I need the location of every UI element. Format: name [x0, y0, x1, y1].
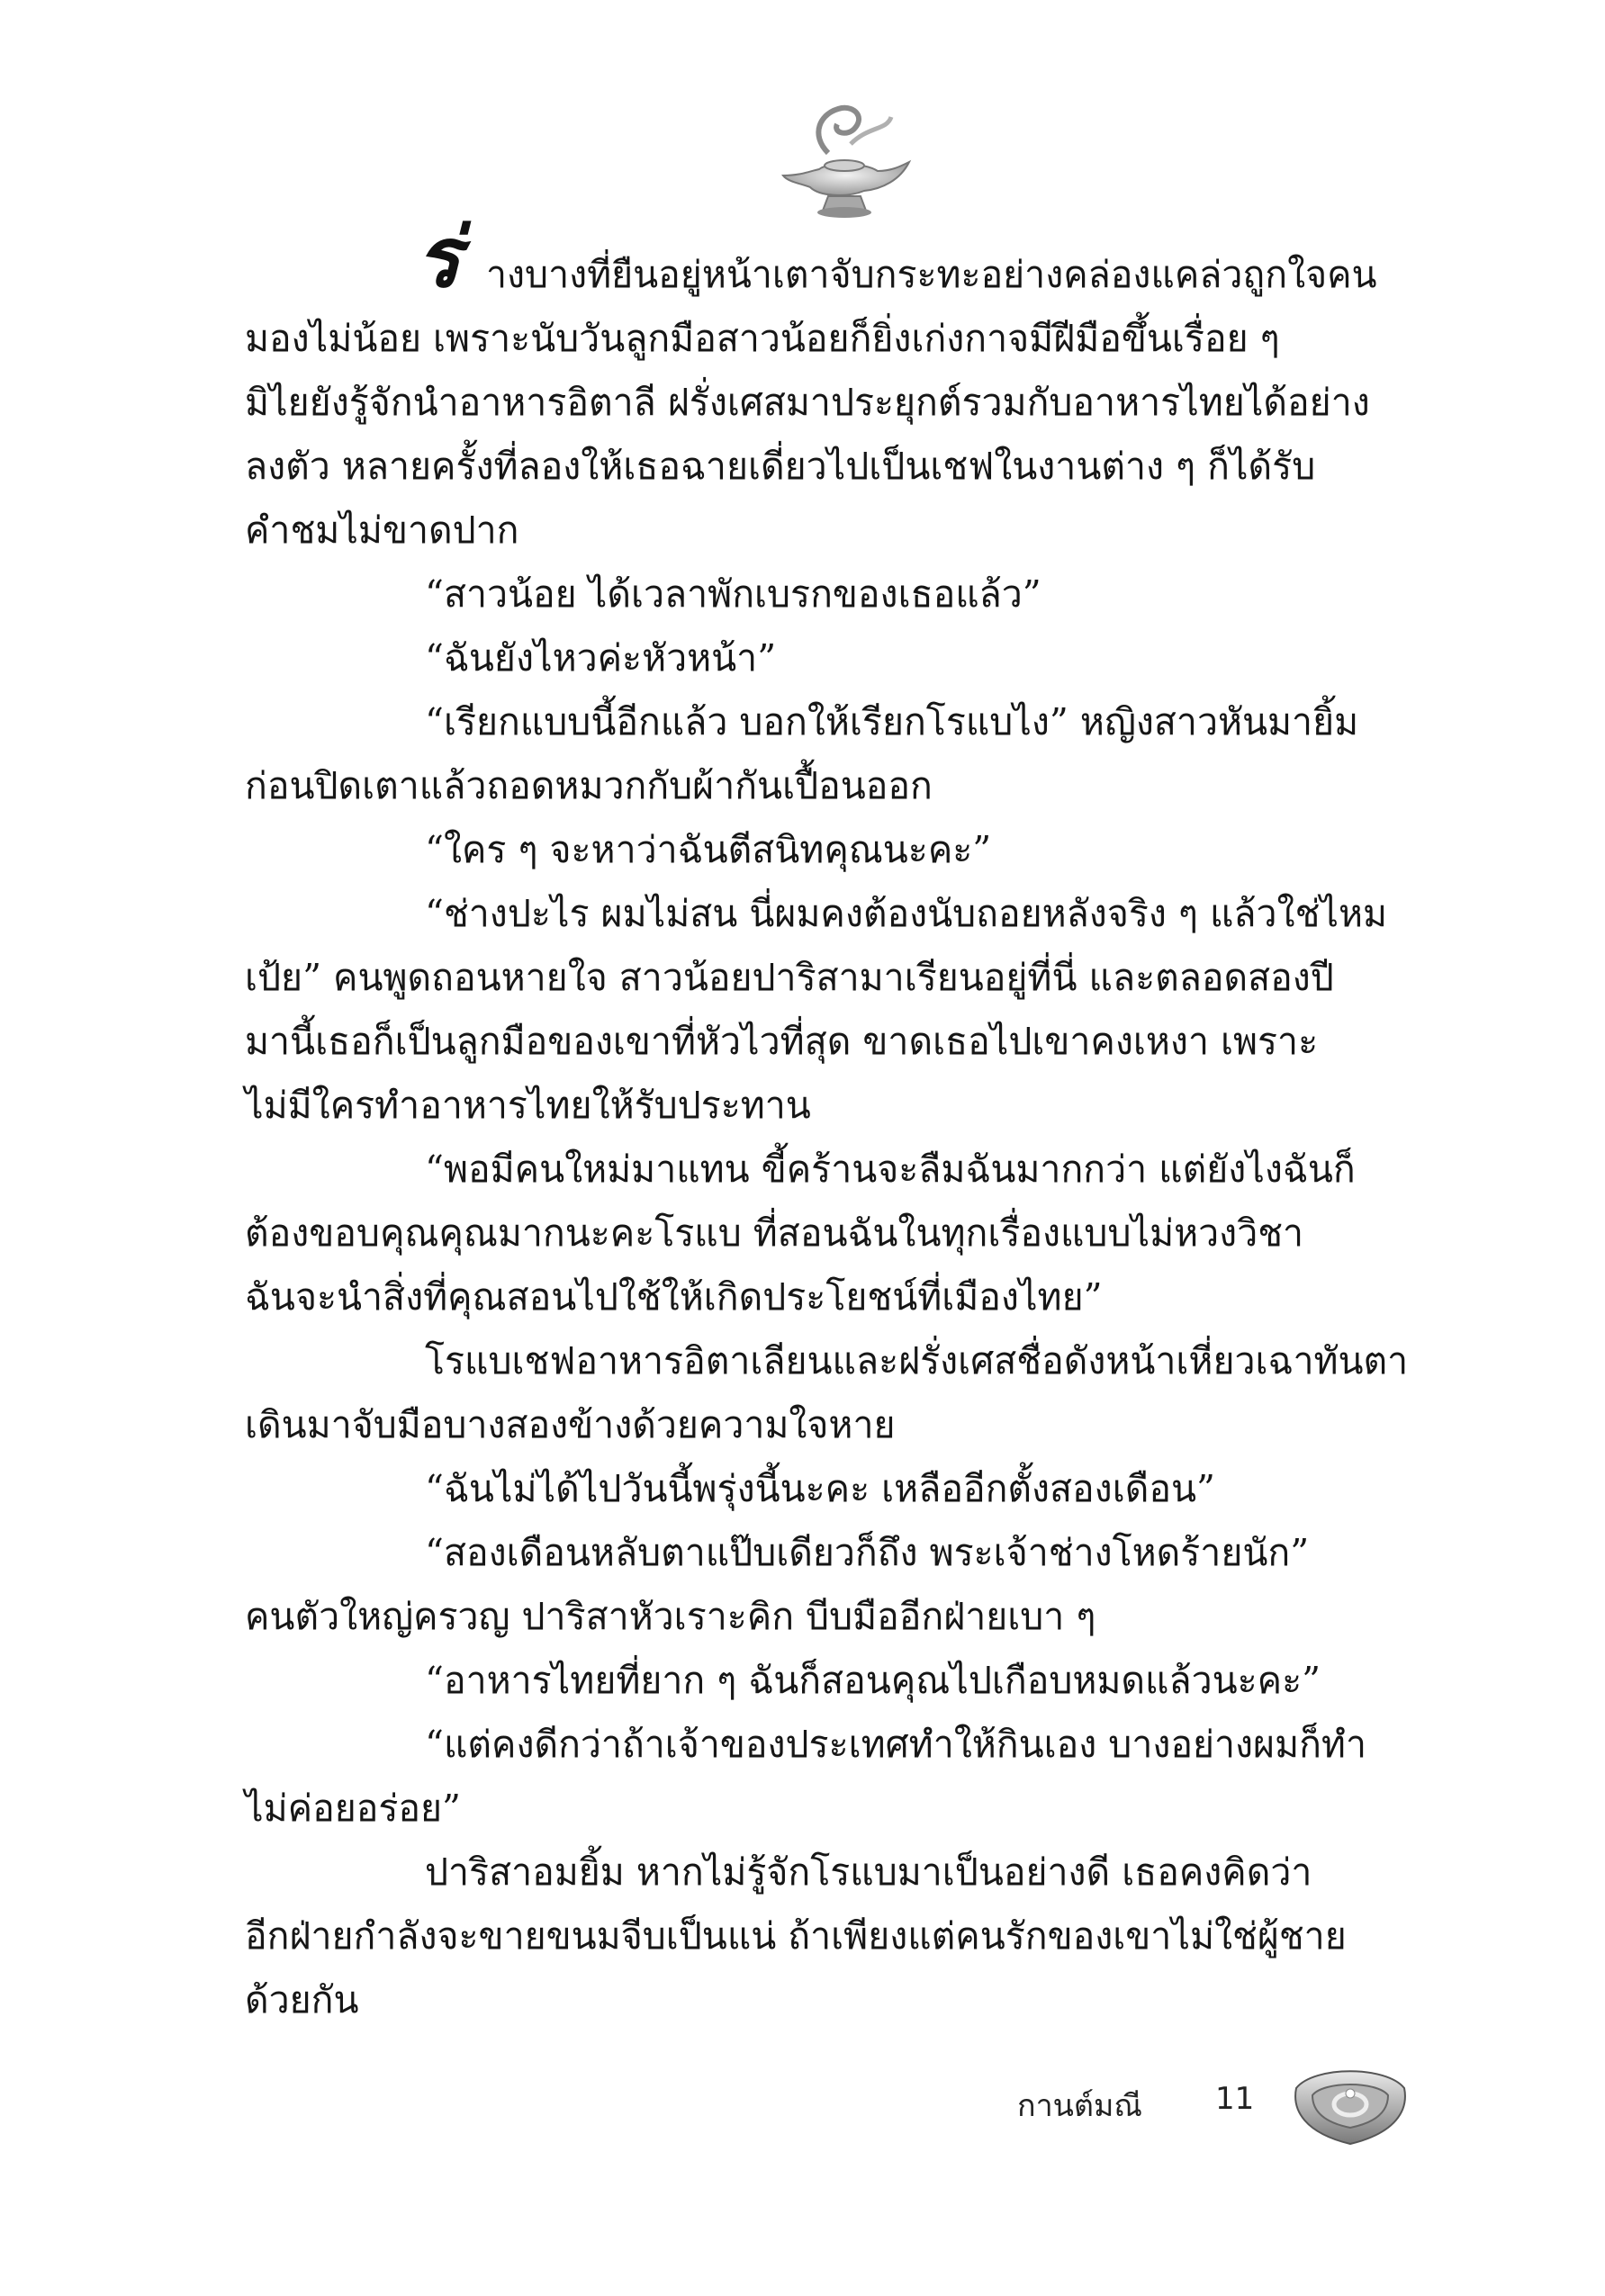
text-line: คนตัวใหญ่ครวญ ปาริสาหัวเราะคิก บีบมืออีกฝ่ายเบา ๆ — [245, 1595, 1096, 1638]
text-line: “แต่คงดีกว่าถ้าเจ้าของประเทศทำให้กินเอง บางอย่างผมก็ทำ — [425, 1723, 1366, 1766]
text-line: “เรียกแบบนี้อีกแล้ว บอกให้เรียกโรแบไง” หญิงสาวหันมายิ้ม — [425, 700, 1359, 743]
text-line: “ฉันยังไหวค่ะหัวหน้า” — [425, 636, 777, 680]
text-line: ก่อนปิดเตาแล้วถอดหมวกกับผ้ากันเปื้อนออก — [245, 764, 933, 807]
drop-cap: ร่ — [416, 209, 461, 306]
text-line: เป้ย” คนพูดถอนหายใจ สาวน้อยปาริสามาเรียนอยู่ที่นี่ และตลอดสองปี — [245, 956, 1334, 999]
teapot-lamp-icon — [765, 90, 918, 234]
text-line: คำชมไม่ขาดปาก — [245, 509, 519, 552]
text-line: “ใคร ๆ จะหาว่าฉันตีสนิทคุณนะคะ” — [425, 828, 992, 871]
text-line: มิไยยังรู้จักนำอาหารอิตาลี ฝรั่งเศสมาประยุกต์รวมกับอาหารไทยได้อย่าง — [245, 381, 1370, 424]
text-line: “สาวน้อย ได้เวลาพักเบรกของเธอแล้ว” — [425, 572, 1041, 616]
text-line: ไม่ค่อยอร่อย” — [245, 1787, 461, 1830]
text-line: ลงตัว หลายครั้งที่ลองให้เธอฉายเดี่ยวไปเป็นเชฟในงานต่าง ๆ ก็ได้รับ — [245, 445, 1316, 488]
text-line: “สองเดือนหลับตาแป๊บเดียวก็ถึง พระเจ้าช่างโหดร้ายนัก” — [425, 1531, 1310, 1574]
ring-box-icon — [1287, 2061, 1413, 2151]
page-number: 11 — [1215, 2081, 1255, 2117]
text-line: ต้องขอบคุณคุณมากนะคะโรแบ ที่สอนฉันในทุกเรื่องแบบไม่หวงวิชา — [245, 1211, 1304, 1255]
text-line: มานี้เธอก็เป็นลูกมือของเขาที่หัวไวที่สุด ขาดเธอไปเขาคงเหงา เพราะ — [245, 1020, 1319, 1063]
text-line: ฉันจะนำสิ่งที่คุณสอนไปใช้ให้เกิดประโยชน์ที่เมืองไทย” — [245, 1275, 1103, 1319]
text-line: “ฉันไม่ได้ไปวันนี้พรุ่งนี้นะคะ เหลืออีกตั้งสองเดือน” — [425, 1467, 1215, 1510]
text-line: โรแบเชฟอาหารอิตาเลียนและฝรั่งเศสชื่อดังหน้าเหี่ยวเฉาทันตา — [425, 1339, 1409, 1382]
text-line: “อาหารไทยที่ยาก ๆ ฉันก็สอนคุณไปเกือบหมดแล้วนะคะ” — [425, 1659, 1321, 1702]
text-line: ไม่มีใครทำอาหารไทยให้รับประทาน — [245, 1084, 811, 1127]
text-lines — [245, 307, 1409, 2032]
first-paragraph-line — [245, 209, 1402, 307]
text-line: ด้วยกัน — [245, 1978, 359, 2021]
text-line: อีกฝ่ายกำลังจะขายขนมจีบเป็นแน่ ถ้าเพียงแต่คนรักของเขาไม่ใช่ผู้ชาย — [245, 1914, 1347, 1958]
story-text — [245, 209, 1409, 2032]
text-line: “ช่างปะไร ผมไม่สน นี่ผมคงต้องนับถอยหลังจริง ๆ แล้วใช่ไหม — [425, 892, 1388, 935]
text-line: ปาริสาอมยิ้ม หากไม่รู้จักโรแบมาเป็นอย่างดี เธอคงคิดว่า — [425, 1850, 1312, 1894]
text-line: มองไม่น้อย เพราะนับวันลูกมือสาวน้อยก็ยิ่งเก่งกาจมีฝีมือขึ้นเรื่อย ๆ — [245, 317, 1280, 360]
text-line: “พอมีคนใหม่มาแทน ขี้คร้านจะลืมฉันมากกว่า แต่ยังไงฉันก็ — [425, 1148, 1356, 1191]
page-footer — [1017, 2061, 1413, 2133]
author-name: กานต์มณี — [1017, 2088, 1142, 2124]
first-line-text: างบางที่ยืนอยู่หน้าเตาจับกระทะอย่างคล่องแคล่วถูกใจคน — [486, 253, 1377, 296]
text-line: เดินมาจับมือบางสองข้างด้วยความใจหาย — [245, 1403, 896, 1446]
